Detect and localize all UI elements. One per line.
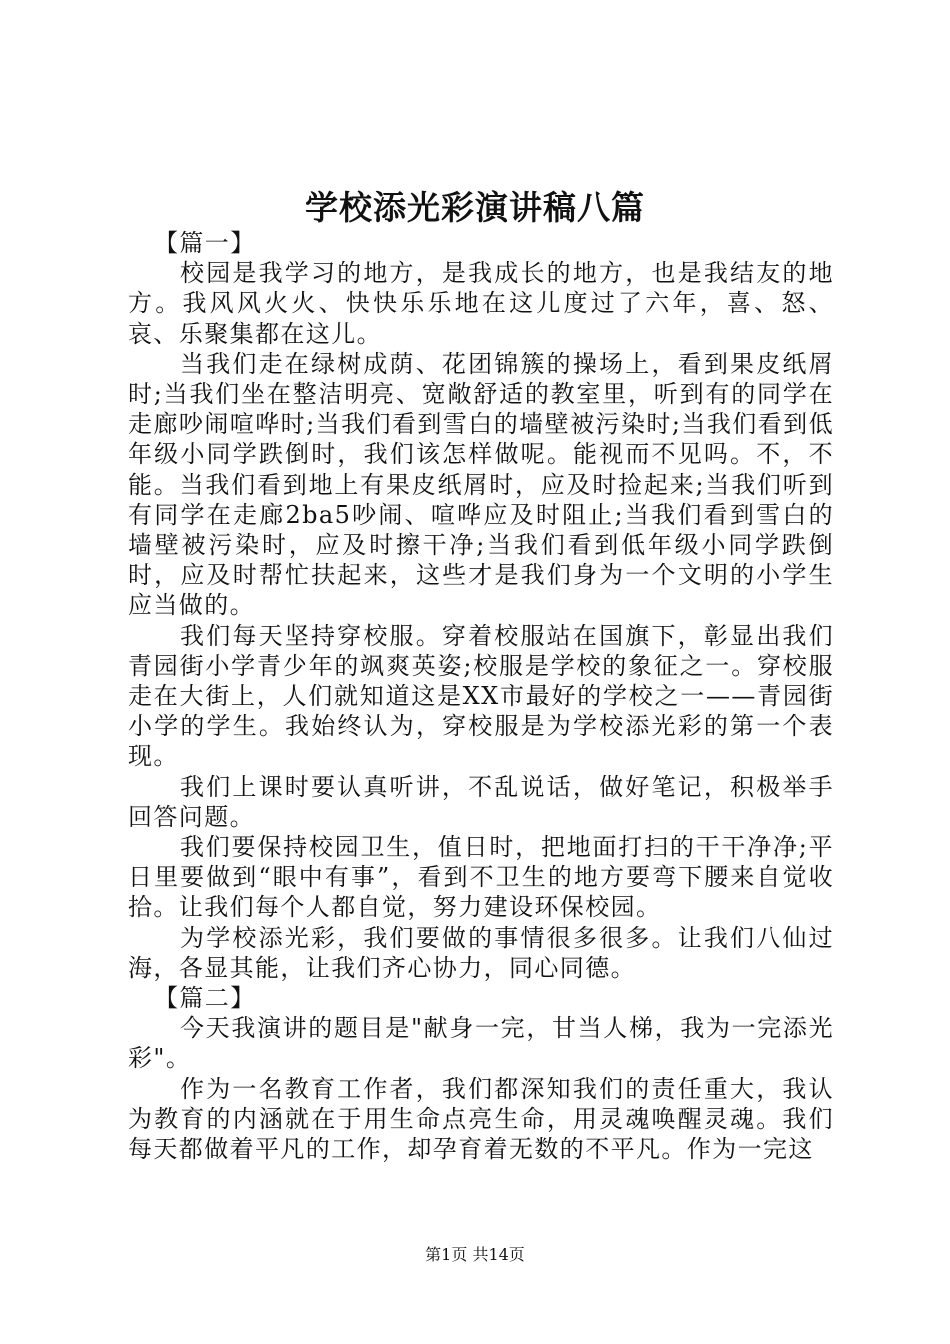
paragraph: 校园是我学习的地方，是我成长的地方，也是我结友的地方。我风风火火、快快乐乐地在这儿度过了六年，喜、怒、哀、乐聚集都在这儿。 <box>128 259 834 348</box>
document-title: 学校添光彩演讲稿八篇 <box>305 188 645 227</box>
paragraph: 我们要保持校园卫生，值日时，把地面打扫的干干净净;平日里要做到“眼中有事”，看到不卫生的地方要弯下腰来自觉收拾。让我们每个人都自觉，努力建设环保校园。 <box>128 833 834 922</box>
paragraph: 我们上课时要认真听讲，不乱说话，做好笔记，积极举手回答问题。 <box>128 772 834 831</box>
paragraph: 作为一名教育工作者，我们都深知我们的责任重大，我认为教育的内涵就在于用生命点亮生命，用灵魂唤醒灵魂。我们每天都做着平凡的工作，却孕育着无数的不平凡。作为一完这 <box>128 1074 834 1164</box>
paragraph: 我们每天坚持穿校服。穿着校服站在国旗下，彰显出我们青园街小学青少年的飒爽英姿;校服是学校的象征之一。穿校服走在大街上，人们就知道这是XX市最好的学校之一——青园街小学的学生。我始终认为，穿校服是为学校添光彩的第一个表现。 <box>128 621 834 771</box>
page-number-footer: 第1页 共14页 <box>425 1245 525 1264</box>
section-heading-1: 【篇一】 <box>154 229 256 257</box>
section-heading-2: 【篇二】 <box>154 984 256 1013</box>
paragraph: 为学校添光彩，我们要做的事情很多很多。让我们八仙过海，各显其能，让我们齐心协力，同心同德。 <box>128 923 834 982</box>
paragraph: 当我们走在绿树成荫、花团锦簇的操场上，看到果皮纸屑时;当我们坐在整洁明亮、宽敞舒适的教室里，听到有的同学在走廊吵闹喧哗时;当我们看到雪白的墙壁被污染时;当我们看到低年级小同学跌倒时，我们该怎样做呢。能视而不见吗。不，不能。当我们看到地上有果皮纸屑时，应及时捡起来;当我们听到有同学在走廊2ba5吵闹、喧哗应及时阻止;当我们看到雪白的墙壁被污染时，应及时擦干净;当我们看到低年级小同学跌倒时，应及时帮忙扶起来，这些才是我们身为一个文明的小学生应当做的。 <box>128 349 834 620</box>
document-body <box>128 228 834 1164</box>
paragraph: 今天我演讲的题目是"献身一完，甘当人梯，我为一完添光彩"。 <box>128 1014 834 1073</box>
